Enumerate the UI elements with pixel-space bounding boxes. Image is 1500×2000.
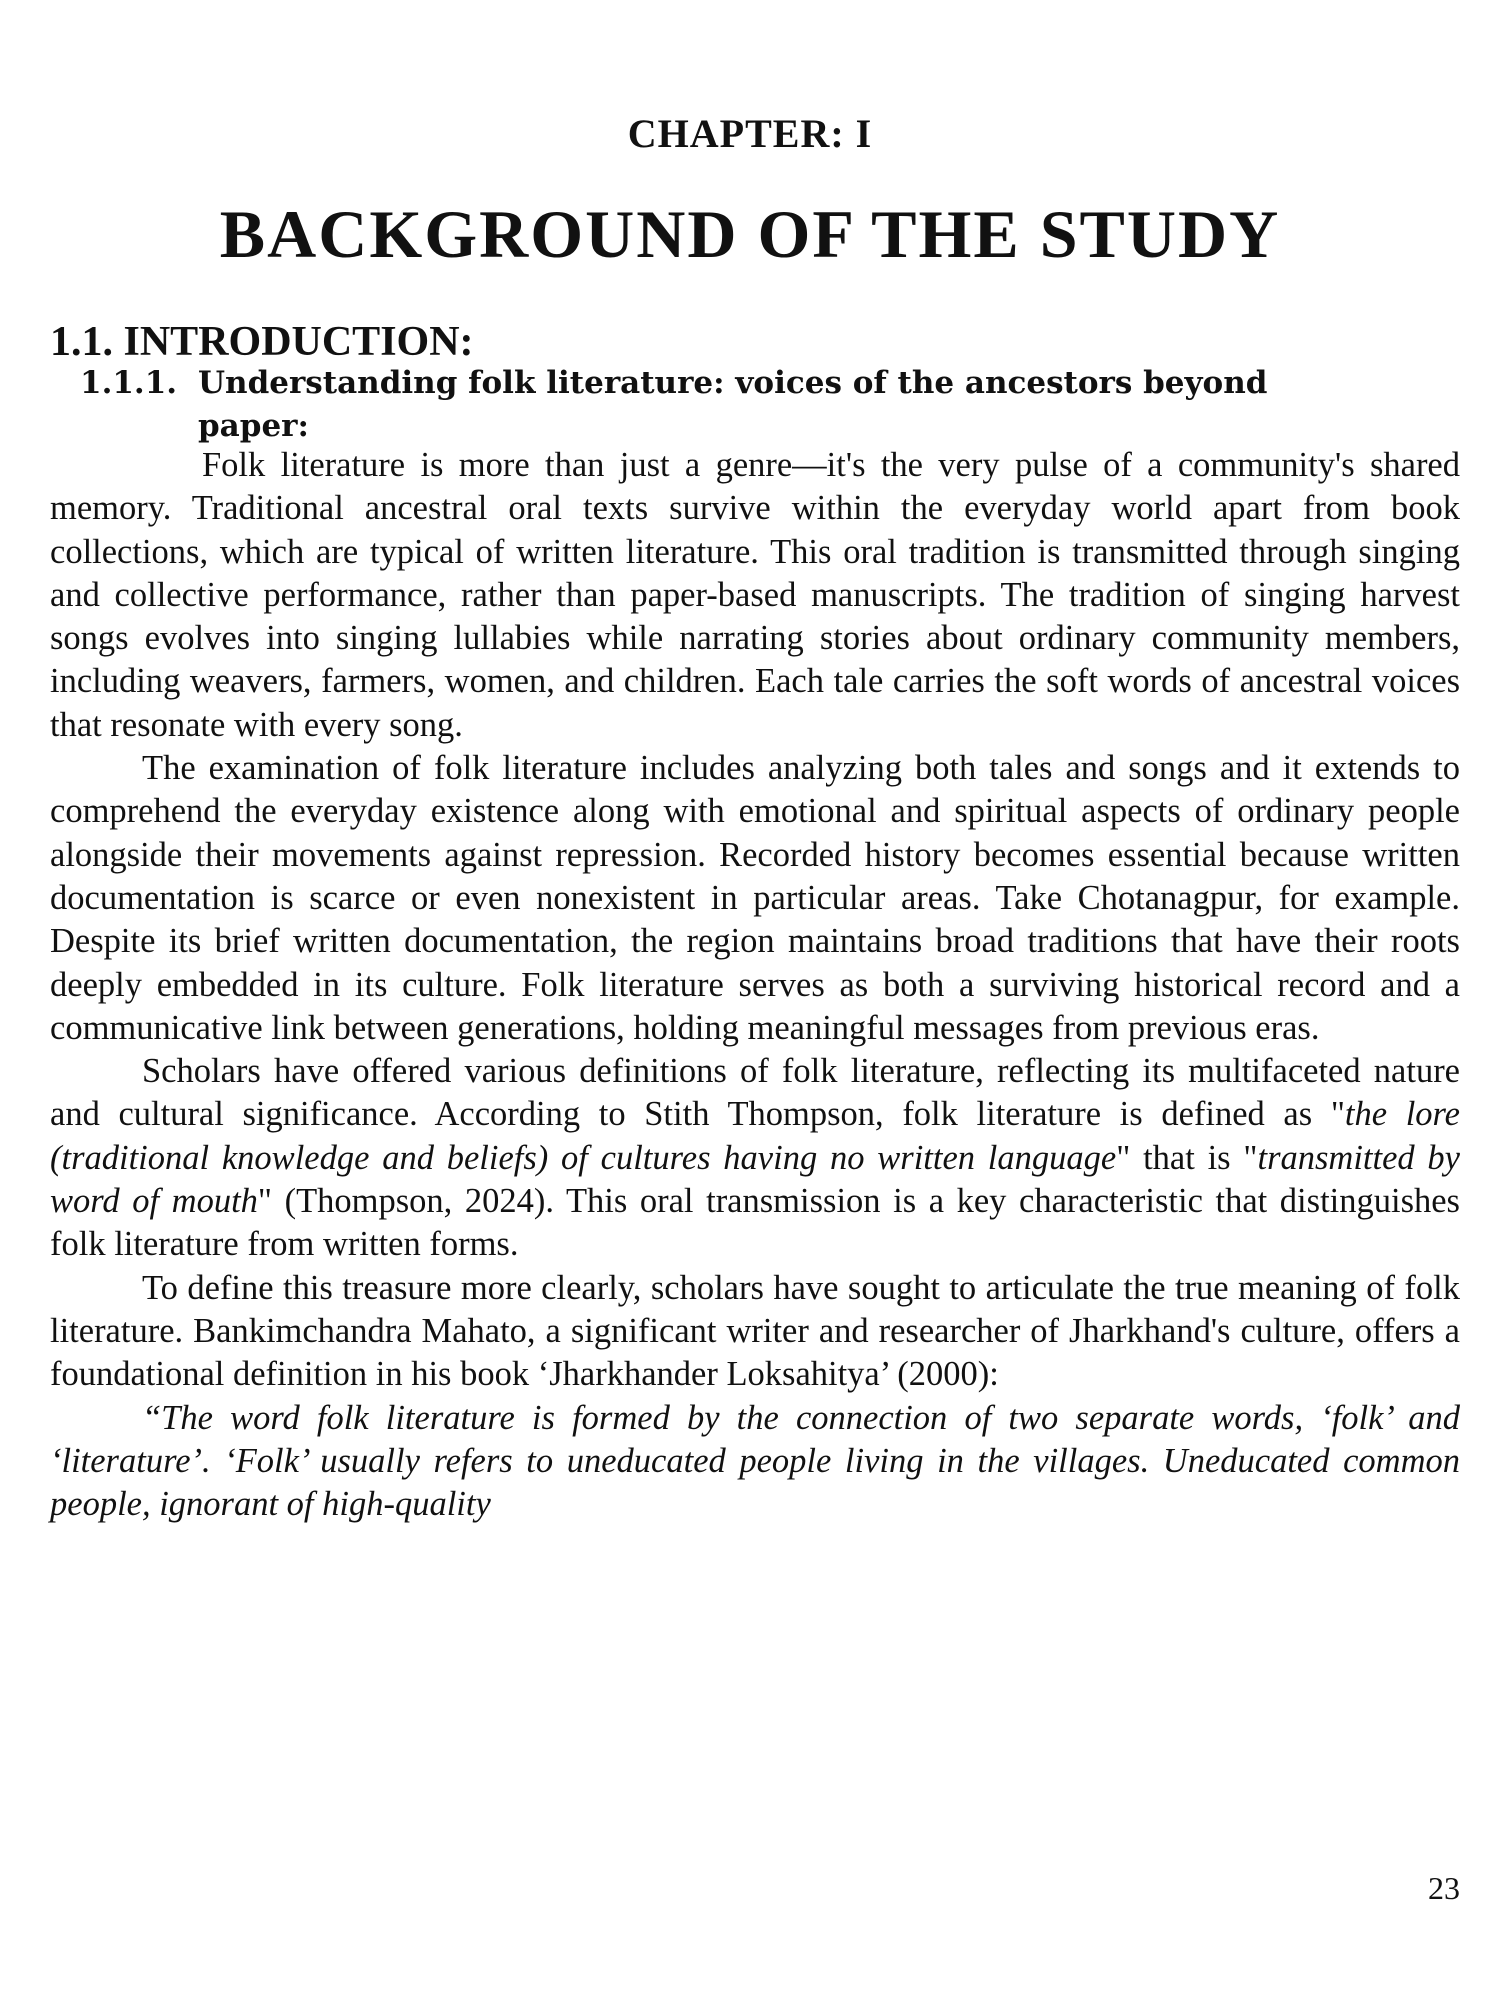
subsection-heading (80, 362, 1460, 448)
paragraph-3-part-e: " (Thompson, 2024). This oral transmission is a key characteristic that distinguishes folk literature from written forms. (50, 1182, 1460, 1264)
paragraph-3-part-c: " that is " (1116, 1138, 1258, 1177)
subsection-number: 1.1.1. (80, 365, 178, 401)
paragraph-4: To define this treasure more clearly, scholars have sought to articulate the true meaning of folk literature. Bankimchandra Mahato, a significant writer and researcher of Jharkhand's culture, offers a foundational definition in his book ‘Jharkhander Loksahitya’ (2000): (50, 1268, 1460, 1394)
paragraph-2: The examination of folk literature includes analyzing both tales and songs and it extends to comprehend the everyday existence along with emotional and spiritual aspects of ordinary people alongside their movements against repression. Recorded history becomes essential because written documentation is scarce or even nonexistent in particular areas. Take Chotanagpur, for example. Despite its brief written documentation, the region maintains broad traditions that have their roots deeply embedded in its culture. Folk literature serves as both a surviving historical record and a communicative link between generations, holding meaningful messages from previous eras. (50, 749, 1460, 1047)
thompson-definition-quote: the lore (traditional knowledge and beliefs) of cultures having no written language (50, 1095, 1460, 1177)
paragraph-3 (50, 1050, 1460, 1266)
subsection-title-line2: paper: (198, 408, 309, 444)
paragraph-1: Folk literature is more than just a genre—it's the very pulse of a community's shared memory. Traditional ancestral oral texts survive within the everyday world apart from book collections, which are typical of written literature. This oral tradition is transmitted through singing and collective performance, rather than paper-based manuscripts. The tradition of singing harvest songs evolves into singing lullabies while narrating stories about ordinary community members, including weavers, farmers, women, and children. Each tale carries the soft words of ancestral voices that resonate with every song. (50, 446, 1460, 744)
chapter-title: BACKGROUND OF THE STUDY (219, 196, 1281, 272)
section-heading: 1.1. INTRODUCTION: (50, 319, 474, 365)
body-text (50, 444, 1460, 1526)
page-number: 23 (1428, 1870, 1460, 1906)
chapter-label: CHAPTER: I (627, 111, 873, 156)
subsection-title-line1: Understanding folk literature: voices of the ancestors beyond (198, 365, 1268, 401)
block-quote: “The word folk literature is formed by the connection of two separate words, ‘folk’ and ‘literature’. ‘Folk’ usually refers to uneducated people living in the villages. Uneducated common people, ignorant of high-quality (50, 1398, 1460, 1524)
thompson-transmission-quote: transmitted by word of mouth (50, 1138, 1460, 1221)
paragraph-3-part-a: Scholars have offered various definitions of folk literature, reflecting its multifaceted nature and cultural significance. According to Stith Thompson, folk literature is defined as " (50, 1052, 1460, 1134)
